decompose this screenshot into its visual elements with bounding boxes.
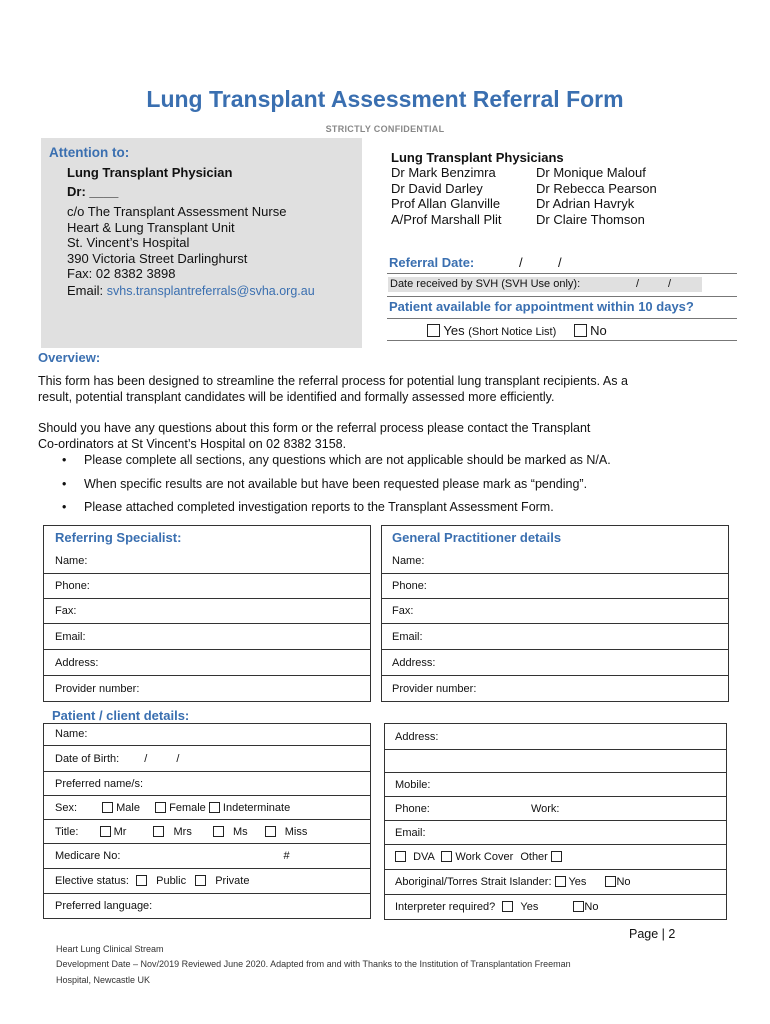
attention-line: Dr: ____ xyxy=(67,184,119,199)
referring-address-field[interactable]: Address: xyxy=(44,650,371,676)
divider xyxy=(387,318,737,319)
title-miss-checkbox[interactable] xyxy=(265,826,276,837)
patient-aboriginal-row xyxy=(385,870,727,895)
title-mrs-checkbox[interactable] xyxy=(153,826,164,837)
patient-email-field[interactable]: Email: xyxy=(385,821,727,845)
referring-specialist-table xyxy=(43,525,371,702)
title-option: Ms xyxy=(232,825,248,838)
elective-option: Private xyxy=(215,875,250,887)
divider xyxy=(387,273,737,274)
divider xyxy=(387,340,737,341)
elective-public-checkbox[interactable] xyxy=(136,875,147,886)
date-received-label: Date received by SVH (SVH Use only): xyxy=(390,278,581,290)
referring-fax-field[interactable]: Fax: xyxy=(44,599,371,624)
physician-name: Dr Adrian Havryk xyxy=(536,196,635,211)
physician-name: Dr Rebecca Pearson xyxy=(536,180,657,196)
patient-elective-row xyxy=(44,869,371,894)
medicare-hash: # xyxy=(283,850,290,862)
footer-line: Heart Lung Clinical Stream xyxy=(56,944,164,954)
attention-email-row xyxy=(67,283,315,298)
aboriginal-yes-checkbox[interactable] xyxy=(555,876,566,887)
dob-slash: / xyxy=(144,752,148,765)
elective-label: Elective status: xyxy=(55,875,129,887)
email-label: Email: xyxy=(67,283,104,298)
referring-email-field[interactable]: Email: xyxy=(44,624,371,650)
interpreter-yes-label: Yes xyxy=(520,901,539,913)
aboriginal-yes-label: Yes xyxy=(568,876,587,888)
physicians-col2 xyxy=(536,165,657,227)
sex-female-checkbox[interactable] xyxy=(155,802,166,813)
interpreter-yes-checkbox[interactable] xyxy=(502,901,513,912)
physician-name: A/Prof Marshall Plit xyxy=(391,211,502,227)
physician-name: Dr Monique Malouf xyxy=(536,165,646,180)
patient-sex-row xyxy=(44,796,371,820)
work-label: Work: xyxy=(530,802,560,815)
dob-label: Date of Birth: xyxy=(55,752,120,765)
patient-heading: Patient / client details: xyxy=(52,708,190,723)
physician-name: Dr Mark Benzimra xyxy=(391,165,496,180)
patient-left-table xyxy=(43,723,371,919)
availability-question: Patient available for appointment within 10 days? xyxy=(389,299,694,314)
aboriginal-no-checkbox[interactable] xyxy=(605,876,616,887)
referral-date-label: Referral Date: xyxy=(389,255,475,270)
phone-label: Phone: xyxy=(395,802,430,815)
other-checkbox[interactable] xyxy=(551,851,562,862)
referring-phone-field[interactable]: Phone: xyxy=(44,574,371,599)
workcover-checkbox[interactable] xyxy=(441,851,452,862)
dva-checkbox[interactable] xyxy=(395,851,406,862)
sex-option: Male xyxy=(116,801,140,814)
patient-address-field[interactable]: Address: xyxy=(385,724,727,750)
title-option: Mrs xyxy=(173,825,192,838)
gp-heading: General Practitioner details xyxy=(392,530,562,545)
gp-provider-field[interactable]: Provider number: xyxy=(382,676,729,702)
availability-options xyxy=(427,323,607,338)
physician-name: Prof Allan Glanville xyxy=(391,196,501,211)
patient-interpreter-row xyxy=(385,895,727,920)
date-received-slash: / xyxy=(668,278,672,290)
gp-phone-field[interactable]: Phone: xyxy=(382,574,729,599)
overview-bullet: • Please attached completed investigation reports to the Transplant Assessment Form. xyxy=(62,500,554,514)
interpreter-no-checkbox[interactable] xyxy=(573,901,584,912)
interpreter-label: Interpreter required? xyxy=(395,901,496,913)
dob-slash: / xyxy=(176,752,180,765)
divider xyxy=(387,296,737,297)
attention-heading: Attention to: xyxy=(49,145,130,160)
patient-medicare-field[interactable] xyxy=(44,844,371,869)
address-line: 390 Victoria Street Darlinghurst xyxy=(67,250,248,266)
sex-option: Female xyxy=(169,801,206,814)
gp-name-field[interactable]: Name: xyxy=(382,550,729,574)
physicians-col1 xyxy=(391,165,502,227)
date-received-slash: / xyxy=(636,278,640,290)
title-label: Title: xyxy=(55,825,79,838)
gp-table xyxy=(381,525,729,702)
sex-option: Indeterminate xyxy=(222,801,291,814)
gp-fax-field[interactable]: Fax: xyxy=(382,599,729,624)
physicians-heading: Lung Transplant Physicians xyxy=(391,150,564,165)
patient-cards-row xyxy=(385,845,727,870)
aboriginal-no-label: No xyxy=(616,876,631,888)
card-option: DVA xyxy=(413,851,435,863)
attention-line: Lung Transplant Physician xyxy=(67,165,233,180)
availability-yes-checkbox[interactable] xyxy=(427,324,440,337)
elective-option: Public xyxy=(156,875,187,887)
referring-name-field[interactable]: Name: xyxy=(44,550,371,574)
page-title: Lung Transplant Assessment Referral Form xyxy=(146,86,624,112)
elective-private-checkbox[interactable] xyxy=(195,875,206,886)
availability-yes-label: Yes xyxy=(443,323,465,338)
sex-indeterminate-checkbox[interactable] xyxy=(209,802,220,813)
overview-text: result, potential transplant candidates will be identified and formally assessed more efficiently. xyxy=(38,390,555,404)
patient-language-field[interactable]: Preferred language: xyxy=(44,894,371,919)
overview-heading: Overview: xyxy=(38,350,101,365)
interpreter-no-label: No xyxy=(584,901,599,913)
page-number: Page | 2 xyxy=(629,927,676,941)
referring-provider-field[interactable]: Provider number: xyxy=(44,676,371,702)
patient-phone-row[interactable] xyxy=(385,797,727,821)
overview-text: Co-ordinators at St Vincent’s Hospital on 02 8382 3158. xyxy=(38,437,347,451)
card-option: Work Cover xyxy=(455,851,514,863)
title-mr-checkbox[interactable] xyxy=(100,826,111,837)
patient-mobile-field[interactable]: Mobile: xyxy=(385,773,727,797)
medicare-label: Medicare No: xyxy=(55,850,121,862)
gp-address-field[interactable]: Address: xyxy=(382,650,729,676)
gp-email-field[interactable]: Email: xyxy=(382,624,729,650)
overview-text: This form has been designed to streamline the referral process for potential lung transplant recipients. As a xyxy=(38,374,628,388)
attention-address xyxy=(67,204,286,282)
aboriginal-label: Aboriginal/Torres Strait Islander: xyxy=(395,876,552,888)
confidential-label: STRICTLY CONFIDENTIAL xyxy=(325,124,445,134)
sex-label: Sex: xyxy=(55,801,78,814)
address-line: c/o The Transplant Assessment Nurse xyxy=(67,204,287,219)
referring-heading: Referring Specialist: xyxy=(55,530,182,545)
patient-preferred-name-field[interactable]: Preferred name/s: xyxy=(44,772,371,796)
title-option: Miss xyxy=(284,825,308,838)
title-option: Mr xyxy=(113,825,127,838)
footer-line: Hospital, Newcastle UK xyxy=(56,975,151,985)
availability-no-label: No xyxy=(590,323,607,338)
patient-address-line2[interactable] xyxy=(385,750,727,773)
address-line: Fax: 02 8382 3898 xyxy=(67,266,176,281)
address-line: St. Vincent’s Hospital xyxy=(67,235,190,250)
patient-name-field[interactable]: Name: xyxy=(44,724,371,746)
physician-name: Dr David Darley xyxy=(391,180,483,196)
physician-name: Dr Claire Thomson xyxy=(536,211,645,227)
address-line: Heart & Lung Transplant Unit xyxy=(67,219,235,235)
patient-right-table xyxy=(384,723,727,920)
overview-bullet: • Please complete all sections, any questions which are not applicable should be marked as N/A. xyxy=(62,453,611,467)
availability-no-checkbox[interactable] xyxy=(574,324,587,337)
referral-date-slash: / xyxy=(558,255,562,270)
email-link[interactable]: svhs.transplantreferrals@svha.org.au xyxy=(106,284,315,298)
patient-title-row xyxy=(44,820,371,844)
availability-yes-note: (Short Notice List) xyxy=(468,326,557,338)
title-ms-checkbox[interactable] xyxy=(213,826,224,837)
referral-date-slash: / xyxy=(519,255,523,270)
sex-male-checkbox[interactable] xyxy=(102,802,113,813)
overview-text: Should you have any questions about this form or the referral process please contact the Transplant xyxy=(38,421,591,435)
card-option: Other xyxy=(520,851,548,863)
overview-bullet: • When specific results are not available but have been requested please mark as “pending”. xyxy=(62,477,587,491)
footer-line: Development Date – Nov/2019 Reviewed June 2020. Adapted from and with Thanks to the Institution of Transplantation Freeman xyxy=(56,959,571,969)
patient-dob-field[interactable] xyxy=(44,746,371,772)
